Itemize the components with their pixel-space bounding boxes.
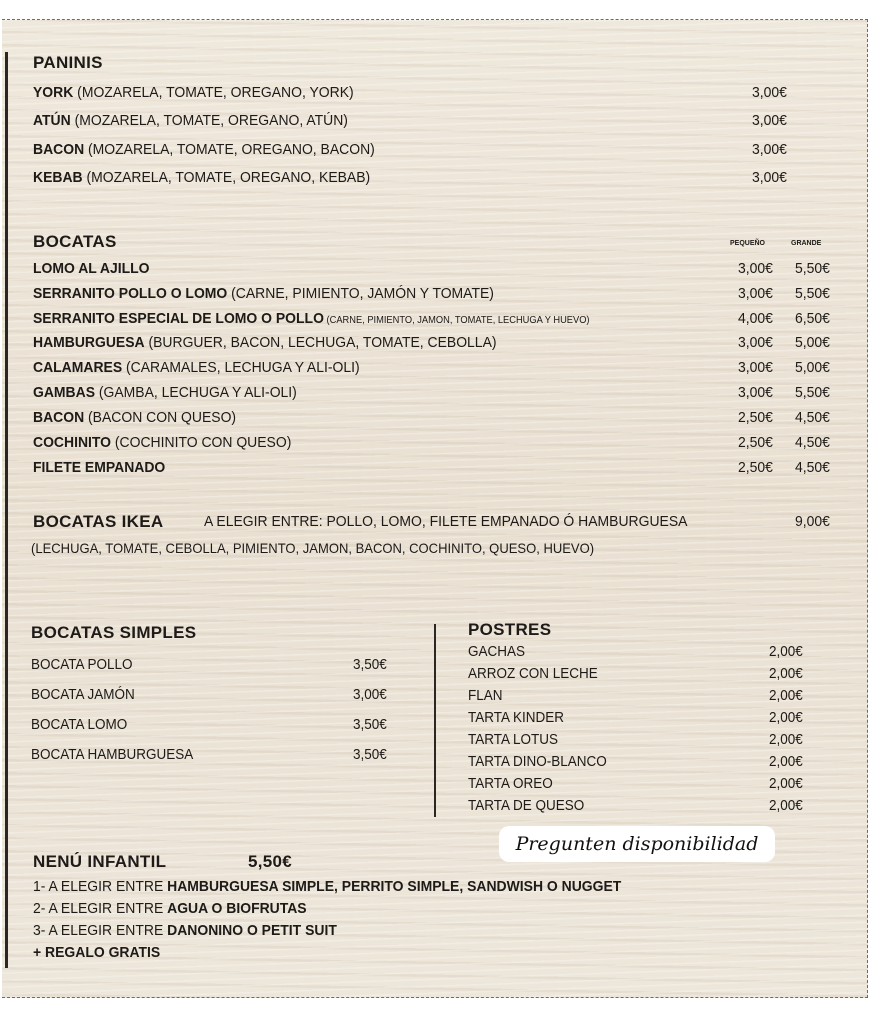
bocata-item <box>33 310 590 327</box>
bocata-name: BACON <box>33 409 85 426</box>
infantil-line-choice: AGUA O BIOFRUTAS <box>167 900 307 917</box>
bocata-price-large: 4,50€ <box>795 434 830 451</box>
bocata-item <box>33 409 236 426</box>
ikea-heading: BOCATAS IKEA <box>33 512 164 531</box>
panini-desc: (MOZARELA, TOMATE, OREGANO, ATÚN) <box>70 112 348 129</box>
postre-item-price: 2,00€ <box>769 731 803 748</box>
panini-item <box>33 84 354 101</box>
dashed-border-bottom <box>2 997 868 998</box>
postre-item-price: 2,00€ <box>769 753 803 770</box>
bocata-desc: (GAMBA, LECHUGA Y ALI-OLI) <box>95 384 297 401</box>
postre-item-price: 2,00€ <box>769 775 803 792</box>
postre-item-price: 2,00€ <box>769 709 803 726</box>
bocata-price-large: 5,00€ <box>795 334 830 351</box>
panini-item <box>33 112 348 129</box>
postre-item-name: TARTA DE QUESO <box>468 797 585 814</box>
infantil-price: 5,50€ <box>248 852 293 871</box>
bocata-price-small: 3,00€ <box>738 285 773 302</box>
bocata-price-small: 2,50€ <box>738 409 773 426</box>
infantil-line <box>33 900 307 917</box>
panini-price: 3,00€ <box>752 112 787 129</box>
dashed-border-right <box>867 19 868 998</box>
bocata-item <box>33 285 494 302</box>
simple-item-name: BOCATA JAMÓN <box>31 686 135 703</box>
infantil-line-choice: HAMBURGUESA SIMPLE, PERRITO SIMPLE, SANDWISH O NUGGET <box>167 878 622 895</box>
bocata-price-small: 2,50€ <box>738 459 773 476</box>
bocata-name: SERRANITO ESPECIAL DE LOMO O POLLO <box>33 310 324 327</box>
panini-desc: (MOZARELA, TOMATE, OREGANO, YORK) <box>73 84 354 101</box>
infantil-line-choice: + REGALO GRATIS <box>33 944 161 961</box>
bocata-price-small: 2,50€ <box>738 434 773 451</box>
panini-desc: (MOZARELA, TOMATE, OREGANO, BACON) <box>84 141 375 158</box>
bocata-price-small: 3,00€ <box>738 384 773 401</box>
bocata-price-large: 5,50€ <box>795 260 830 277</box>
postre-item-price: 2,00€ <box>769 665 803 682</box>
bocata-name: COCHINITO <box>33 434 112 451</box>
bocata-price-small: 4,00€ <box>738 310 773 327</box>
simple-item-name: BOCATA HAMBURGUESA <box>31 746 194 763</box>
bocata-price-large: 5,50€ <box>795 285 830 302</box>
bocata-item <box>33 434 291 451</box>
bocata-name: FILETE EMPANADO <box>33 459 166 476</box>
postre-item-name: TARTA KINDER <box>468 709 565 726</box>
panini-item <box>33 141 375 158</box>
availability-note: Pregunten disponibilidad <box>499 826 775 862</box>
bocata-item <box>33 334 497 351</box>
bocata-name: LOMO AL AJILLO <box>33 260 150 277</box>
panini-name: BACON <box>33 141 85 158</box>
column-header-large: GRANDE <box>791 240 822 247</box>
bocata-desc: (CARNE, PIMIENTO, JAMÓN Y TOMATE) <box>227 285 494 302</box>
simple-item-price: 3,50€ <box>353 746 387 763</box>
bocata-item <box>33 359 360 376</box>
bocata-price-small: 3,00€ <box>738 260 773 277</box>
bocata-price-large: 6,50€ <box>795 310 830 327</box>
bocata-desc: (CARAMALES, LECHUGA Y ALI-OLI) <box>122 359 360 376</box>
bocata-name: SERRANITO POLLO O LOMO <box>33 285 228 302</box>
panini-name: YORK <box>33 84 74 101</box>
panini-price: 3,00€ <box>752 169 787 186</box>
postre-item-name: TARTA OREO <box>468 775 553 792</box>
ikea-ingredients: (LECHUGA, TOMATE, CEBOLLA, PIMIENTO, JAMON, BACON, COCHINITO, QUESO, HUEVO) <box>31 540 595 556</box>
postre-item-name: ARROZ CON LECHE <box>468 665 598 682</box>
postres-heading: POSTRES <box>468 620 552 639</box>
column-header-small: PEQUEÑO <box>730 240 766 247</box>
bocata-item <box>33 384 297 401</box>
left-rule <box>5 52 8 968</box>
infantil-line-prefix: 1- A ELEGIR ENTRE <box>33 878 168 895</box>
panini-name: ATÚN <box>33 112 71 129</box>
panini-desc: (MOZARELA, TOMATE, OREGANO, KEBAB) <box>82 169 371 186</box>
simple-item-price: 3,50€ <box>353 716 387 733</box>
bocata-name: GAMBAS <box>33 384 96 401</box>
bocata-desc: (BACON CON QUESO) <box>84 409 237 426</box>
panini-price: 3,00€ <box>752 84 787 101</box>
simple-item-price: 3,50€ <box>353 656 387 673</box>
postre-item-name: FLAN <box>468 687 503 704</box>
bocata-price-large: 4,50€ <box>795 409 830 426</box>
bocatas-heading: BOCATAS <box>33 232 117 251</box>
postre-item-price: 2,00€ <box>769 643 803 660</box>
ikea-price: 9,00€ <box>795 513 830 530</box>
bocata-item <box>33 260 150 277</box>
postre-item-price: 2,00€ <box>769 687 803 704</box>
bocata-name: CALAMARES <box>33 359 123 376</box>
postre-item-price: 2,00€ <box>769 797 803 814</box>
bocata-item <box>33 459 165 476</box>
bocata-desc: (CARNE, PIMIENTO, JAMON, TOMATE, LECHUGA Y HUEVO) <box>323 315 590 326</box>
bocata-desc: (COCHINITO CON QUESO) <box>111 434 292 451</box>
infantil-line-prefix: 2- A ELEGIR ENTRE <box>33 900 168 917</box>
dashed-border-top <box>2 19 868 20</box>
postre-item-name: GACHAS <box>468 643 526 660</box>
bocata-price-large: 5,00€ <box>795 359 830 376</box>
infantil-line <box>33 944 160 961</box>
panini-name: KEBAB <box>33 169 83 186</box>
infantil-line-prefix: 3- A ELEGIR ENTRE <box>33 922 168 939</box>
bocata-name: HAMBURGUESA <box>33 334 145 351</box>
bocata-desc: (BURGUER, BACON, LECHUGA, TOMATE, CEBOLLA) <box>144 334 497 351</box>
postre-item-name: TARTA DINO-BLANCO <box>468 753 607 770</box>
column-divider <box>434 624 436 817</box>
ikea-choice: A ELEGIR ENTRE: POLLO, LOMO, FILETE EMPANADO Ó HAMBURGUESA <box>204 513 688 530</box>
bocata-price-large: 5,50€ <box>795 384 830 401</box>
infantil-heading: NENÚ INFANTIL <box>33 852 167 871</box>
infantil-line <box>33 878 621 895</box>
simple-item-name: BOCATA POLLO <box>31 656 133 673</box>
simples-heading: BOCATAS SIMPLES <box>31 623 197 642</box>
paninis-heading: PANINIS <box>33 53 103 72</box>
postre-item-name: TARTA LOTUS <box>468 731 559 748</box>
simple-item-price: 3,00€ <box>353 686 387 703</box>
bocata-price-large: 4,50€ <box>795 459 830 476</box>
infantil-line <box>33 922 337 939</box>
panini-price: 3,00€ <box>752 141 787 158</box>
bocata-price-small: 3,00€ <box>738 334 773 351</box>
bocata-price-small: 3,00€ <box>738 359 773 376</box>
panini-item <box>33 169 370 186</box>
infantil-line-choice: DANONINO O PETIT SUIT <box>167 922 337 939</box>
simple-item-name: BOCATA LOMO <box>31 716 128 733</box>
